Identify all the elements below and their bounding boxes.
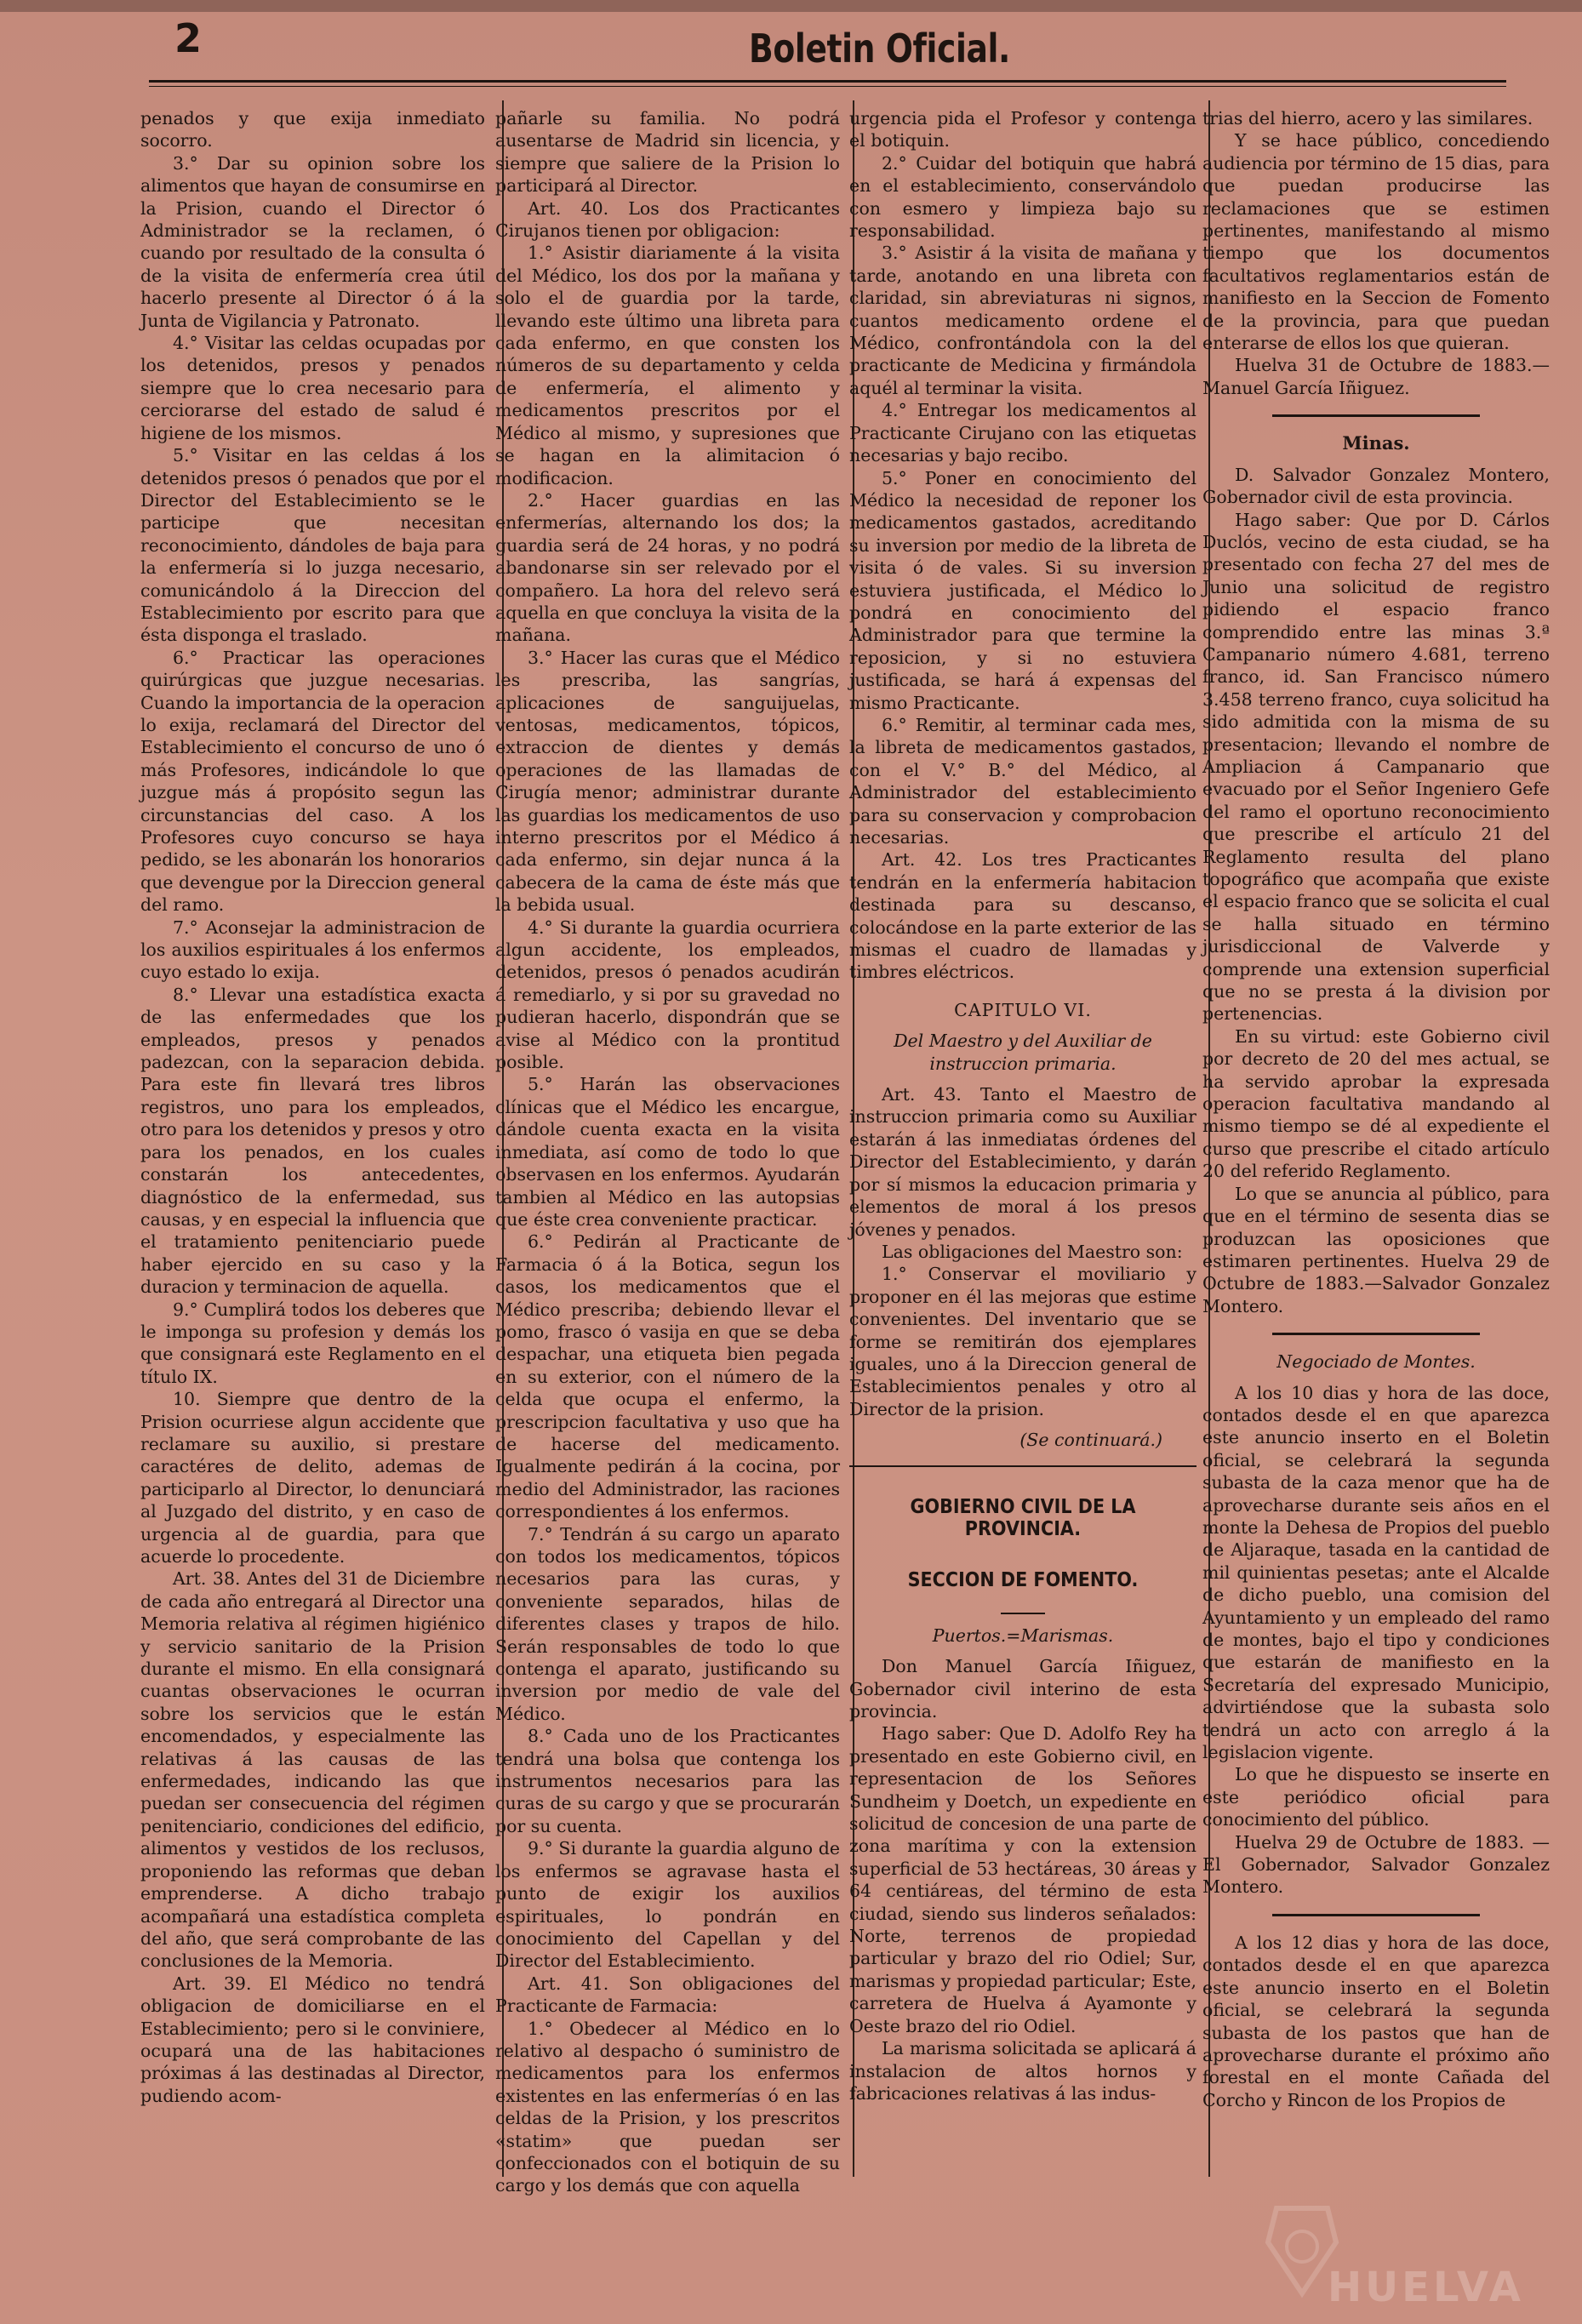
paragraph: Art. 39. El Médico no tendrá obligacion de domiciliarse en el Establecimiento; pero si le conviniere, ocupará una de las habitaciones próximas á las destinadas al Director, pudiendo acom- [140,1973,485,2106]
paragraph: A los 12 dias y hora de las doce, contados desde el en que aparezca este anuncio inserto en el Boletin oficial, se celebrará la segunda subasta de los pastos que han de aprovecharse durante el próximo año forestal en el monte Cañada del Corcho y Rincon de los Propios de [1202,1932,1550,2110]
paragraph: Las obligaciones del Maestro son: [882,1241,1183,1262]
paragraph: trias del hierro, acero y las similares. [1202,108,1533,128]
paragraph: 3.° Dar su opinion sobre los alimentos que hayan de consumirse en la Prision, cuando el Director ó Administrador se la reclamen, ó cuando por resultado de la consulta ó de la visita de enfermería crea útil hacerlo presente al Director ó á la Junta de Vigilancia y Patronato. [140,152,485,331]
paragraph: Y se hace público, concediendo audiencia por término de 15 dias, para que puedan producirse las reclamaciones que se estimen pertinentes, manifestando al mismo tiempo que los documentos facultativos reglamentarios están de manifiesto en la Seccion de Fomento de la provincia, para que puedan enterarse de ellos los que quieran. [1202,130,1550,354]
paragraph: penados y que exija inmediato socorro. [140,108,485,151]
paragraph: 4.° Entregar los medicamentos al Practicante Cirujano con las etiquetas necesarias y bajo recibo. [849,400,1196,466]
italic-subheading: Negociado de Montes. [1276,1351,1476,1373]
top-edge-strip [0,0,1582,12]
paragraph: Don Manuel García Iñiguez, Gobernador civil interino de esta provincia. [849,1656,1196,1722]
paragraph: Lo que se anuncia al público, para que en el término de sesenta dias se produzcan las oposiciones que estimaren pertinentes. Huelva 29 de Octubre de 1883.—Salvador Gonzalez Montero. [1202,1183,1550,1316]
paragraph: 2.° Cuidar del botiquin que habrá en el establecimiento, conservándolo con esmero y limpieza bajo su responsabilidad. [849,152,1196,242]
paragraph: Art. 41. Son obligaciones del Practicante de Farmacia: [495,1973,840,2017]
paragraph: 6.° Practicar las operaciones quirúrgicas que juzgue necesarias. Cuando la importancia de la operacion lo exija, reclamará del Director del Establecimiento el concurso de uno ó más Profesores, indicándole lo que juzgue más á propósito segun las circunstancias del caso. A los Profesores cuyo concurso se haya pedido, se les abonarán los honorarios que devengue por la Direccion general del ramo. [140,647,485,916]
text-column-4 [1202,107,1550,2175]
paragraph: Art. 42. Los tres Practicantes tendrán en la enfermería habitacion destinada para su descanso, colocándose en la parte exterior de las mismas el cuadro de llamadas y timbres eléctricos. [849,849,1196,983]
paragraph: 2.° Hacer guardias en las enfermerías, alternando los dos; la guardia será de 24 horas, y no podrá abandonarse sin ser relevado por el compañero. La hora del relevo será aquella en que concluya la visita de la mañana. [495,489,840,646]
paragraph: 4.° Visitar las celdas ocupadas por los detenidos, presos y penados siempre que lo crea necesario para cerciorarse del estado de salud é higiene de los mismos. [140,333,485,443]
italic-subheading: Puertos.=Marismas. [932,1625,1114,1646]
paragraph: 4.° Si durante la guardia ocurriera algun accidente, los empleados, detenidos, presos ó penados acudirán á remediarlo, y si por su gravedad no pudieran hacerlo, dispondrán que se avise al Médico con la prontitud posible. [495,916,840,1073]
paragraph: Art. 43. Tanto el Maestro de instruccion primaria como su Auxiliar estarán á las inmediatas órdenes del Director del Establecimiento, y darán por sí mismos la educacion primaria y elementos de moral á los presos jóvenes y penados. [849,1084,1196,1240]
paragraph: 6.° Pedirán al Practicante de Farmacia ó á la Botica, segun los casos, los medicamentos que el Médico prescriba; debiendo llevar el pomo, frasco ó vasija en que se deba despachar, una etiqueta bien pegada en su exterior, con el número de la celda que ocupa el enfermo, la prescripcion facultativa y uso que ha de hacerse del medicamento. Igualmente pedirán á la cocina, por medio del Administrador, las raciones correspondientes á los enfermos. [495,1231,840,1522]
separator-rule [1272,1914,1481,1916]
paragraph: 8.° Cada uno de los Practicantes tendrá una bolsa que contenga los instrumentos necesarios para las curas de su cargo y que se procurarán por su cuenta. [495,1726,840,1836]
paragraph: 8.° Llevar una estadística exacta de las enfermedades que los empleados, presos y penados padezcan, con la separacion debida. Para este fin llevará tres libros registros, uno para los empleados, otro para los detenidos y presos y otro para los penados, en los cuales constarán los antecedentes, diagnóstico de la enfermedad, sus causas, y en especial la influencia que el tratamiento penitenciario puede haber ejercido en su caso y la duracion y terminacion de aquella. [140,984,485,1298]
full-width-rule [849,1465,1196,1467]
paragraph: Huelva 31 de Octubre de 1883.— Manuel García Iñiguez. [1202,355,1550,398]
paragraph: 6.° Remitir, al terminar cada mes, la libreta de medicamentos gastados, con el V.° B.° del Médico, al Administrador del establecimiento para su conservacion y comprobacion necesarias. [849,714,1196,848]
paragraph: 3.° Asistir á la visita de mañana y tarde, anotando en una libreta con claridad, sin abreviaturas ni signos, cuantos medicamento ordene el Médico, confrontándola con la del practicante de Medicina y firmándola aquél al terminar la visita. [849,243,1196,398]
watermark-text: HUELVA [1328,2264,1524,2311]
department-heading: SECCION DE FOMENTO. [907,1569,1139,1592]
paragraph: 5.° Poner en conocimiento del Médico la necesidad de reponer los medicamentos gastados, acreditando su inversion por medio de la libreta de visita ó de vales. Si su inversion estuviera justificada, el Médico lo pondrá en conocimiento del Administrador para que termine la reposicion, y si no estuviera justificada, se hará á expensas del mismo Practicante. [849,467,1196,713]
paragraph: 1.° Obedecer al Médico en lo relativo al despacho ó suministro de medicamentos para los enfermos existentes en las enfermerías ó en las celdas de la Prision, y los prescritos «statim» que puedan ser confeccionados con el botiquin de su cargo y los demás que con aquella [495,2018,840,2196]
paragraph: En su virtud: este Gobierno civil por decreto de 20 del mes actual, se ha servido aprobar la expresada operacion facultativa mandando al mismo tiempo se dé al expediente el curso que prescribe el citado artículo 20 del referido Reglamento. [1202,1025,1550,1182]
paragraph: 1.° Asistir diariamente á la visita del Médico, los dos por la mañana y solo el de guardia por la tarde, llevando este último una libreta para cada enfermo, en que consten los números de su departamento y celda de enfermería, el alimento y medicamentos prescritos por el Médico al mismo, y supresiones que se hagan en la alimitacion ó modificacion. [495,243,840,488]
paragraph: Lo que he dispuesto se inserte en este periódico oficial para conocimiento del público. [1202,1764,1550,1830]
paragraph: 7.° Aconsejar la administracion de los auxilios espirituales á los enfermos cuyo estado lo exija. [140,916,485,983]
masthead-title: Boletin Oficial. [749,26,1010,71]
chapter-heading: CAPITULO VI. [954,999,1092,1020]
paragraph: Art. 38. Antes del 31 de Diciembre de cada año entregará al Director una Memoria relativa al régimen higiénico y servicio sanitario de la Prision durante el mismo. En ella consignará cuantas observaciones le ocurran sobre los servicios que le están encomendados, y especialmente las relativas á las causas de las enfermedades, indicando las que puedan ser consecuencia del régimen penitenciario, condiciones del edificio, alimentos y vestidos de los reclusos, proponiendo las reformas que deban emprenderse. A dicho trabajo acompañará una estadística completa del año, que será comprobante de las conclusiones de la Memoria. [140,1568,485,1972]
paragraph: Huelva 29 de Octubre de 1883. —El Gobernador, Salvador Gonzalez Montero. [1202,1831,1550,1898]
header-rule-thin [149,86,1506,87]
paragraph: Art. 40. Los dos Practicantes Cirujanos tienen por obligacion: [495,197,840,242]
short-rule [1001,1613,1045,1614]
paragraph: A los 10 dias y hora de las doce, contados desde el en que aparezca este anuncio inserto en el Boletin oficial, se celebrará la segunda subasta de la caza menor que ha de aprovecharse durante seis años en el monte la Dehesa de Propios del pueblo de Aljaraque, tasada en la cantidad de mil quinientas pesetas; ante el Alcalde de dicho pueblo, una comision del Ayuntamiento y un empleado del ramo de montes, bajo el tipo y condiciones que estarán de manifiesto en la Secretaría del expresado Municipio, advirtiéndose que la subasta solo tendrá un acto con arreglo á la legislacion vigente. [1202,1382,1550,1763]
section-heading: Minas. [1342,432,1410,454]
paragraph: 9.° Cumplirá todos los deberes que le imponga su profesion y demás los que consignará este Reglamento en el título IX. [140,1299,485,1387]
paragraph: La marisma solicitada se aplicará á instalacion de altos hornos y fabricaciones relativas á las indus- [849,2038,1196,2104]
paragraph: 1.° Conservar el moviliario y proponer en él las mejoras que estime convenientes. Del inventario que se forme se remitirán dos ejemplares iguales, uno á la Direccion general de Establecimientos penales y otro al Director de la prision. [849,1264,1196,1419]
paragraph: pañarle su familia. No podrá ausentarse de Madrid sin licencia, y siempre que saliere de la Prision lo participará al Director. [495,108,840,197]
text-column-3 [849,107,1196,2175]
paragraph: 5.° Harán las observaciones clínicas que el Médico les encargue, dándole cuenta exacta en la visita inmediata, así como de todo lo que observasen en los enfermos. Ayudarán tambien al Médico en las autopsias que éste crea conveniente practicar. [495,1074,840,1230]
paragraph: Hago saber: Que D. Adolfo Rey ha presentado en este Gobierno civil, en representacion de los Señores Sundheim y Doetch, un expediente en solicitud de concesion de una parte de zona marítima y con la extension superficial de 53 hectáreas, 30 áreas y 64 centiáreas, del término de esta ciudad, siendo sus linderos señalados: Norte, terrenos de propiedad particular y brazo del rio Odiel; Sur, marismas y propiedad particular; Este, carretera de Huelva á Ayamonte y Oeste brazo del rio Odiel. [849,1723,1196,2036]
paragraph: 7.° Tendrán á su cargo un aparato con todos los medicamentos, tópicos necesarios para las curas, y conveniente separados, hilas de diferentes clases y trapos de hilo. Serán responsables de todo lo que contenga el aparato, justificando su inversion por medio de vale del Médico. [495,1523,840,1724]
italic-subheading: Del Maestro y del Auxiliar de instruccion primaria. [894,1031,1152,1074]
separator-rule [1272,1333,1481,1335]
paragraph: D. Salvador Gonzalez Montero, Gobernador civil de esta provincia. [1202,464,1550,508]
text-column-2 [495,107,840,2196]
department-heading: GOBIERNO CIVIL DE LA PROVINCIA. [910,1495,1136,1540]
paragraph: urgencia pida el Profesor y contenga el botiquin. [849,108,1196,151]
paragraph: 3.° Hacer las curas que el Médico les prescriba, las sangrías, aplicaciones de sanguijuelas, ventosas, medicamentos, tópicos, extraccion de dientes y demás operaciones de las llamadas de Cirugía menor; administrar durante las guardias los medicamentos de uso interno prescritos por el Médico á cada enfermo, sin dejar nunca á la cabecera de la cama de éste más que la bebida usual. [495,647,840,916]
paragraph: 9.° Si durante la guardia alguno de los enfermos se agravase hasta el punto de exigir los auxilios espirituales, lo pondrán en conocimiento del Capellan y del Director del Establecimiento. [495,1838,840,1972]
paragraph: 5.° Visitar en las celdas á los detenidos presos ó penados que por el Director del Establecimiento se le participe que necesitan reconocimiento, dándoles de baja para la enfermería si lo juzga necesario, comunicándolo á la Direccion del Establecimiento por escrito para que ésta disponga el traslado. [140,445,485,646]
header-rule [149,80,1506,83]
paragraph: Hago saber: Que por D. Cárlos Duclós, vecino de esta ciudad, se ha presentado con fecha 27 del mes de Junio una solicitud de registro pidiendo el espacio franco comprendido entre las minas 3.ª Campanario número 4.681, terreno franco, id. San Francisco número 3.458 terreno franco, cuya solicitud ha sido admitida con la misma de su presentacion; llevando el nombre de Ampliacion á Campanario que evacuado por el Señor Ingeniero Gefe del ramo el oportuno reconocimiento que prescribe el artículo 21 del Reglamento resulta del plano topográfico que acompaña que existe el espacio franco que se solicita el cual se halla situado en término jurisdiccional de Valverde y comprende una extension superficial que no se presta á la division por pertenencias. [1202,509,1550,1025]
paragraph: 10. Siempre que dentro de la Prision ocurriese algun accidente que reclamare su auxilio, si prestare caractéres de delito, ademas de participarlo al Director, lo denunciará al Juzgado del distrito, y en caso de urgencia al de guardia, para que acuerde lo procedente. [140,1389,485,1567]
separator-rule [1272,414,1481,417]
text-column-1 [140,107,485,2175]
page-number: 2 [174,15,203,61]
continued-note: (Se continuará.) [1019,1430,1162,1451]
